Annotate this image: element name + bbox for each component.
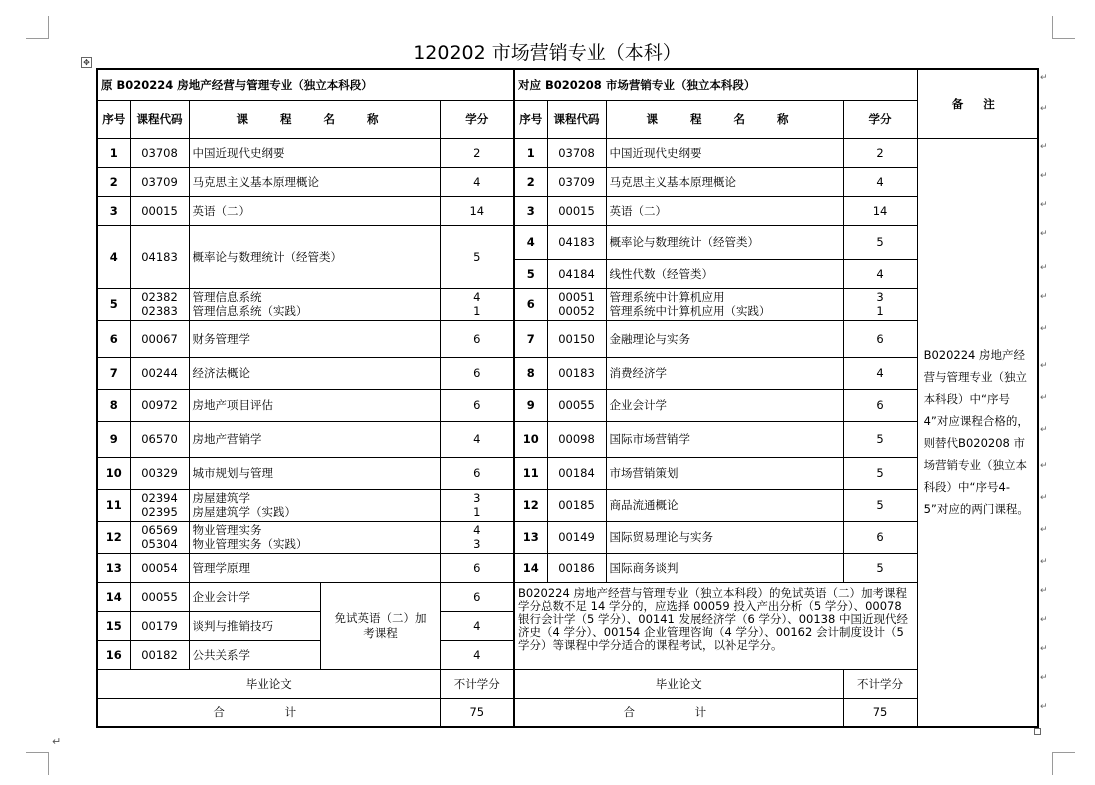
course-code: 00054	[130, 553, 189, 582]
course-code-line: 06569	[141, 523, 178, 537]
course-name-line: 管理信息系统（实践）	[192, 304, 308, 318]
row-seq: 6	[97, 320, 130, 357]
course-name: 房地产项目评估	[189, 389, 440, 421]
row-end-mark-icon: ↵	[1040, 292, 1048, 302]
row-seq: 2	[514, 167, 547, 196]
course-code: 00185	[547, 489, 606, 521]
course-name: 英语（二）	[606, 196, 843, 225]
table-resize-handle-icon[interactable]	[1034, 728, 1041, 735]
row-seq: 3	[97, 196, 130, 225]
course-credit-line: 3	[473, 491, 481, 505]
course-name-text: 公共关系学	[192, 647, 250, 662]
course-code: 06570	[130, 421, 189, 457]
course-code: 00055	[130, 582, 189, 611]
course-code	[130, 489, 189, 521]
course-mapping-table	[96, 68, 1039, 728]
row-seq: 1	[97, 138, 130, 167]
row-seq: 5	[514, 259, 547, 288]
col-header-seq: 序号	[514, 100, 547, 138]
exempt-english-note: B020224 房地产经营与管理专业（独立本科段）的免试英语（二）加考课程学分总数不足 14 学分的，应选择 00059 投入产出分析（5 学分）、00078 银行会计学（5 学分）、00141 发展经济学（6 学分）、00138 中国近现代经济史（4 学分）、00154 企业管理咨询（4 学分）、00162 会计制度设计（5 学分）等课程中学分适合的课程考试，以补足学分。	[514, 582, 917, 669]
course-credit: 5	[843, 553, 917, 582]
row-end-mark-icon: ↵	[1040, 644, 1048, 654]
table-move-handle-icon[interactable]: ✥	[81, 57, 92, 68]
course-name-line: 管理系统中计算机应用（实践）	[609, 304, 771, 318]
course-name: 房地产营销学	[189, 421, 440, 457]
row-end-mark-icon: ↵	[1040, 615, 1048, 625]
row-seq: 10	[514, 421, 547, 457]
course-name: 概率论与数理统计（经管类）	[189, 225, 440, 288]
course-code-line: 02383	[141, 304, 178, 318]
row-end-mark-icon: ↵	[1040, 324, 1048, 334]
row-seq: 7	[97, 357, 130, 389]
course-credit: 2	[843, 138, 917, 167]
table-row	[97, 457, 1038, 489]
table-row	[97, 421, 1038, 457]
course-credit: 14	[843, 196, 917, 225]
course-credit-line: 4	[473, 523, 481, 537]
course-credit: 5	[843, 225, 917, 259]
course-credit-line: 3	[876, 290, 884, 304]
table-row	[97, 489, 1038, 521]
row-end-mark-icon: ↵	[1040, 525, 1048, 535]
course-name	[189, 489, 440, 521]
total-credit: 75	[843, 698, 917, 727]
row-seq: 7	[514, 320, 547, 357]
course-code: 00015	[130, 196, 189, 225]
thesis-credit: 不计学分	[440, 669, 514, 698]
course-credit: 5	[843, 489, 917, 521]
course-code: 04183	[130, 225, 189, 288]
total-label: 合 计	[97, 698, 440, 727]
course-name	[189, 521, 440, 553]
course-credit: 5	[440, 225, 514, 288]
course-name-line: 物业管理实务	[192, 523, 262, 537]
course-name-line: 管理信息系统	[192, 290, 262, 304]
course-name: 管理学原理	[189, 553, 440, 582]
course-credit: 4	[843, 357, 917, 389]
course-credit: 6	[440, 553, 514, 582]
course-code: 00244	[130, 357, 189, 389]
row-seq: 5	[97, 288, 130, 320]
course-credit: 2	[440, 138, 514, 167]
course-credit-line: 1	[473, 304, 481, 318]
row-seq: 1	[514, 138, 547, 167]
table-row	[97, 167, 1038, 196]
row-seq: 9	[97, 421, 130, 457]
row-seq: 6	[514, 288, 547, 320]
row-seq: 4	[514, 225, 547, 259]
course-credit: 4	[843, 259, 917, 288]
page-corner-mark	[1052, 752, 1075, 775]
course-name: 马克思主义基本原理概论	[189, 167, 440, 196]
course-credit-line: 1	[473, 505, 481, 519]
table-row	[97, 389, 1038, 421]
row-end-mark-icon: ↵	[1040, 461, 1048, 471]
row-seq: 9	[514, 389, 547, 421]
course-credit: 6	[843, 320, 917, 357]
course-credit: 4	[440, 167, 514, 196]
course-name: 线性代数（经管类）	[606, 259, 843, 288]
course-name-line: 管理系统中计算机应用	[609, 290, 725, 304]
course-credit	[843, 288, 917, 320]
course-name: 中国近现代史纲要	[189, 138, 440, 167]
table-row	[97, 196, 1038, 225]
course-credit: 5	[843, 421, 917, 457]
row-seq: 8	[514, 357, 547, 389]
course-name: 企业会计学	[606, 389, 843, 421]
page-corner-mark	[26, 752, 49, 775]
exempt-english-label: 免试英语（二）加考课程	[320, 583, 440, 669]
course-name: 消费经济学	[606, 357, 843, 389]
target-major-header: 对应 B020208 市场营销专业（独立本科段）	[514, 69, 917, 100]
course-name: 概率论与数理统计（经管类）	[606, 225, 843, 259]
row-end-mark-icon: ↵	[1040, 361, 1048, 371]
course-credit: 6	[440, 320, 514, 357]
col-header-code: 课程代码	[130, 100, 189, 138]
course-credit	[440, 288, 514, 320]
page-corner-mark	[26, 16, 49, 39]
thesis-credit: 不计学分	[843, 669, 917, 698]
course-code: 00149	[547, 521, 606, 553]
course-credit: 6	[440, 357, 514, 389]
col-header-name: 课 程 名 称	[189, 100, 440, 138]
row-end-mark-icon: ↵	[1040, 557, 1048, 567]
course-name: 中国近现代史纲要	[606, 138, 843, 167]
course-credit: 14	[440, 196, 514, 225]
row-seq: 12	[97, 521, 130, 553]
table-row	[97, 669, 1038, 698]
course-name: 经济法概论	[189, 357, 440, 389]
course-code: 00179	[130, 611, 189, 640]
course-code	[130, 288, 189, 320]
document-title: 120202 市场营销专业（本科）	[413, 42, 682, 64]
course-code: 00184	[547, 457, 606, 489]
course-code: 00183	[547, 357, 606, 389]
course-name: 国际市场营销学	[606, 421, 843, 457]
course-credit: 4	[843, 167, 917, 196]
course-code	[547, 288, 606, 320]
row-seq: 4	[97, 225, 130, 288]
course-code-line: 00051	[558, 290, 595, 304]
course-code: 00098	[547, 421, 606, 457]
course-credit: 6	[440, 582, 514, 611]
row-seq: 12	[514, 489, 547, 521]
row-end-mark-icon: ↵	[1040, 73, 1048, 83]
course-code: 03709	[547, 167, 606, 196]
course-credit: 5	[843, 457, 917, 489]
row-seq: 14	[514, 553, 547, 582]
course-name: 金融理论与实务	[606, 320, 843, 357]
row-seq: 15	[97, 611, 130, 640]
course-name	[189, 288, 440, 320]
course-code: 00972	[130, 389, 189, 421]
course-credit	[440, 521, 514, 553]
course-code-line: 05304	[141, 537, 178, 551]
table-row	[97, 320, 1038, 357]
course-name: 商品流通概论	[606, 489, 843, 521]
col-header-code: 课程代码	[547, 100, 606, 138]
course-code: 00150	[547, 320, 606, 357]
total-label: 合 计	[514, 698, 843, 727]
course-credit: 4	[440, 421, 514, 457]
row-seq: 14	[97, 582, 130, 611]
remarks-header: 备 注	[917, 69, 1038, 138]
course-code: 00067	[130, 320, 189, 357]
row-seq: 13	[97, 553, 130, 582]
row-end-mark-icon: ↵	[1040, 200, 1048, 210]
row-end-mark-icon: ↵	[1040, 171, 1048, 181]
row-end-mark-icon: ↵	[1040, 493, 1048, 503]
col-header-credit: 学分	[440, 100, 514, 138]
row-seq: 11	[514, 457, 547, 489]
course-code: 03709	[130, 167, 189, 196]
course-credit: 6	[440, 457, 514, 489]
course-credit: 4	[440, 640, 514, 669]
course-credit-line: 3	[473, 537, 481, 551]
course-name-text: 企业会计学	[192, 589, 250, 604]
course-code: 04183	[547, 225, 606, 259]
table-row	[97, 582, 1038, 611]
course-credit-line: 4	[473, 290, 481, 304]
course-name: 马克思主义基本原理概论	[606, 167, 843, 196]
course-name-line: 房屋建筑学	[192, 491, 250, 505]
total-credit: 75	[440, 698, 514, 727]
course-code: 00186	[547, 553, 606, 582]
course-name: 城市规划与管理	[189, 457, 440, 489]
course-credit: 6	[843, 389, 917, 421]
course-code: 00015	[547, 196, 606, 225]
row-end-mark-icon: ↵	[1040, 702, 1048, 712]
row-end-mark-icon: ↵	[1040, 229, 1048, 239]
course-credit: 6	[440, 389, 514, 421]
table-row	[97, 521, 1038, 553]
table-row	[97, 288, 1038, 320]
course-name: 市场营销策划	[606, 457, 843, 489]
course-code: 00329	[130, 457, 189, 489]
course-name: 国际商务谈判	[606, 553, 843, 582]
col-header-credit: 学分	[843, 100, 917, 138]
course-credit: 6	[843, 521, 917, 553]
table-row	[97, 698, 1038, 727]
course-name	[606, 288, 843, 320]
table-row	[97, 225, 1038, 259]
row-seq: 2	[97, 167, 130, 196]
row-seq: 13	[514, 521, 547, 553]
course-credit-line: 1	[876, 304, 884, 318]
row-end-mark-icon: ↵	[1040, 673, 1048, 683]
table-row	[97, 357, 1038, 389]
row-end-mark-icon: ↵	[1040, 393, 1048, 403]
course-code: 03708	[130, 138, 189, 167]
remarks-text: B020224 房地产经营与管理专业（独立本科段）中“序号4”对应课程合格的，则替代B020208 市场营销专业（独立本科段）中“序号4-5”对应的两门课程。	[917, 138, 1038, 727]
row-seq: 10	[97, 457, 130, 489]
col-header-name: 课 程 名 称	[606, 100, 843, 138]
course-name: 财务管理学	[189, 320, 440, 357]
table-row	[97, 553, 1038, 582]
row-seq: 11	[97, 489, 130, 521]
course-code-line: 02394	[141, 491, 178, 505]
course-code: 03708	[547, 138, 606, 167]
course-code-line: 00052	[558, 304, 595, 318]
row-end-mark-icon: ↵	[1040, 104, 1048, 114]
course-credit: 4	[440, 611, 514, 640]
row-seq: 16	[97, 640, 130, 669]
course-credit	[440, 489, 514, 521]
course-code	[130, 521, 189, 553]
course-name-line: 物业管理实务（实践）	[192, 537, 308, 551]
course-code: 00182	[130, 640, 189, 669]
row-end-mark-icon: ↵	[1040, 263, 1048, 273]
paragraph-mark-icon: ↵	[52, 735, 62, 748]
page-corner-mark	[1052, 16, 1075, 39]
table-row	[97, 138, 1038, 167]
course-code: 00055	[547, 389, 606, 421]
course-code-line: 02382	[141, 290, 178, 304]
thesis-label: 毕业论文	[514, 669, 843, 698]
thesis-label: 毕业论文	[97, 669, 440, 698]
original-major-header: 原 B020224 房地产经营与管理专业（独立本科段）	[97, 69, 514, 100]
row-seq: 3	[514, 196, 547, 225]
course-code-line: 02395	[141, 505, 178, 519]
row-end-mark-icon: ↵	[1040, 586, 1048, 596]
course-name-line: 房屋建筑学（实践）	[192, 505, 296, 519]
col-header-seq: 序号	[97, 100, 130, 138]
course-name: 国际贸易理论与实务	[606, 521, 843, 553]
course-code: 04184	[547, 259, 606, 288]
row-seq: 8	[97, 389, 130, 421]
course-name-text: 谈判与推销技巧	[192, 618, 273, 633]
row-end-mark-icon: ↵	[1040, 425, 1048, 435]
row-end-mark-icon: ↵	[1040, 142, 1048, 152]
course-name: 英语（二）	[189, 196, 440, 225]
